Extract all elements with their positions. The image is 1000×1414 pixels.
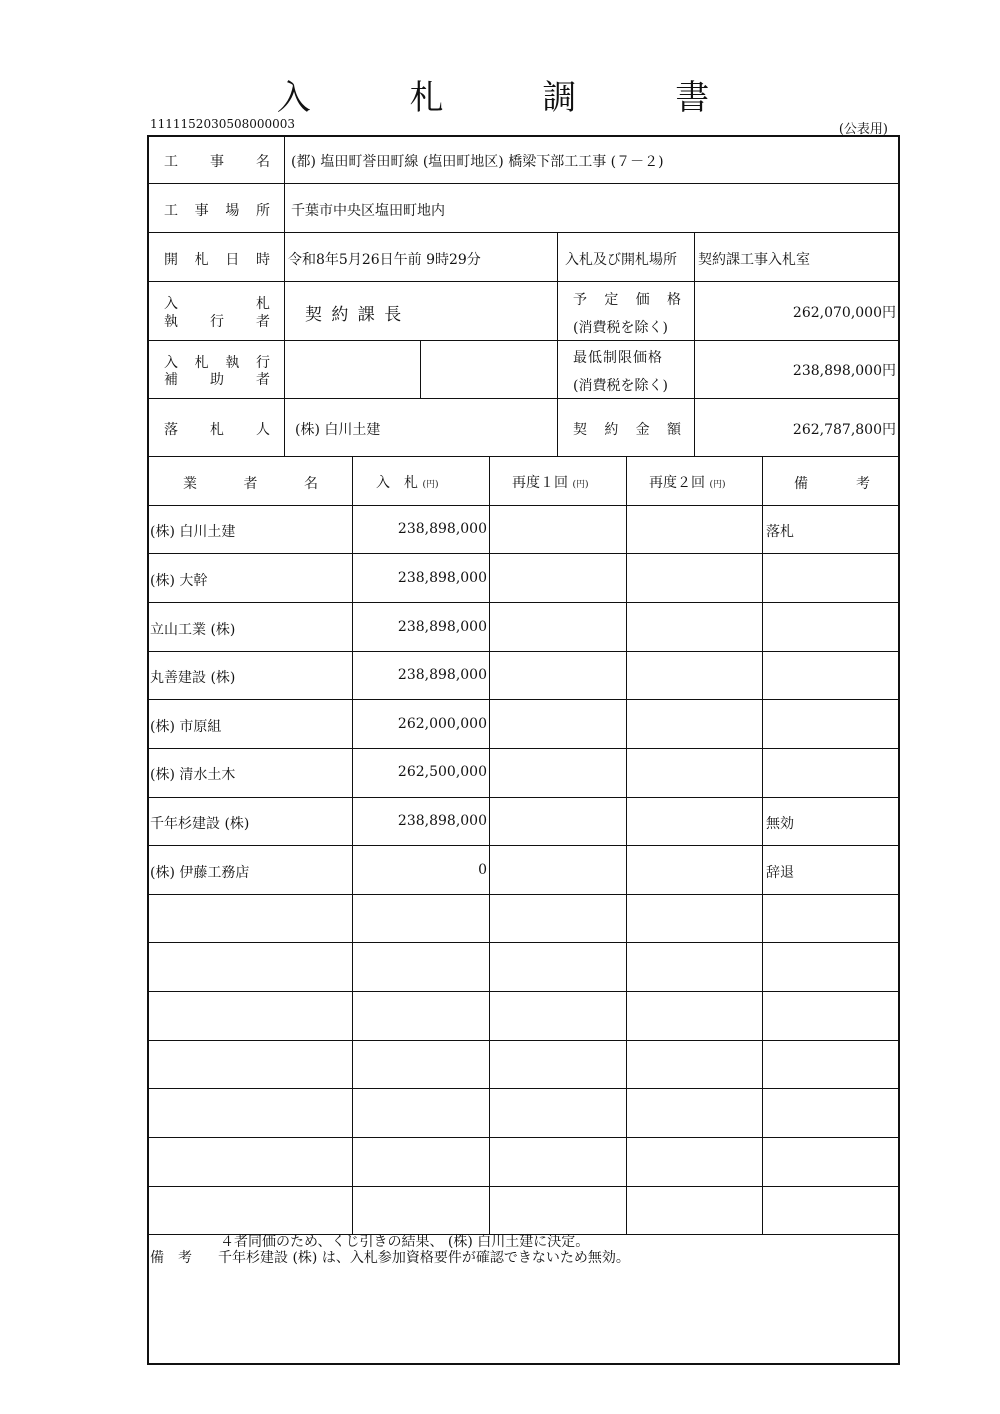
- rule: [557, 232, 558, 456]
- rule: [284, 135, 285, 456]
- public-label: (公表用): [838, 122, 888, 137]
- bid-amount: 238,898,000: [397, 521, 487, 537]
- min-price: 238,898,000円: [792, 363, 896, 379]
- row-note: 無効: [766, 816, 794, 832]
- min-price-note: (消費税を除く): [573, 378, 668, 394]
- company-name: (株) 清水土木: [150, 767, 236, 783]
- col-rebid2-header: 再度２回 (円): [649, 475, 726, 491]
- open-date: 令和8年5月26日午前 9時29分: [288, 252, 481, 268]
- bid-place-label: 入札及び開札場所: [565, 252, 677, 268]
- winner-label: 落 札 人: [164, 422, 270, 438]
- bid-amount: 262,500,000: [397, 764, 487, 780]
- remarks-line-2: 備 考 千年杉建設 (株) は、入札参加資格要件が確認できないため無効。: [150, 1250, 630, 1266]
- rule: [147, 1088, 900, 1089]
- rule: [147, 505, 900, 506]
- col-rebid1-header: 再度１回 (円): [512, 475, 589, 491]
- rule: [147, 1137, 900, 1138]
- rule: [147, 602, 900, 603]
- document-title: 入 札 調 書: [276, 78, 754, 118]
- col-bid-header: 入 札 (円): [376, 475, 439, 491]
- bid-amount: 238,898,000: [397, 619, 487, 635]
- planned-price: 262,070,000円: [792, 305, 896, 321]
- assistant-label-1: 入 札 執 行: [164, 355, 270, 371]
- company-name: 千年杉建設 (株): [150, 816, 250, 832]
- bid-amount: 262,000,000: [397, 716, 487, 732]
- bid-place: 契約課工事入札室: [698, 252, 810, 268]
- remarks-label: 備 考: [150, 1250, 192, 1266]
- company-name: (株) 大幹: [150, 573, 208, 589]
- rule: [147, 456, 900, 457]
- min-price-label: 最低制限価格: [573, 350, 663, 366]
- rule: [147, 340, 900, 341]
- remarks-line-1: ４者同価のため、くじ引きの結果、 (株) 白川土建に決定。: [220, 1234, 590, 1250]
- open-date-label: 開 札 日 時: [164, 252, 270, 268]
- bid-amount: 238,898,000: [397, 813, 487, 829]
- company-name: (株) 市原組: [150, 719, 222, 735]
- rule: [694, 232, 695, 456]
- work-place-label: 工 事 場 所: [164, 203, 270, 219]
- assistant-label-2: 補 助 者: [164, 372, 270, 388]
- rule: [147, 1040, 900, 1041]
- bid-amount: 238,898,000: [397, 570, 487, 586]
- bid-amount: 238,898,000: [397, 667, 487, 683]
- executor-label-2: 執 行 者: [164, 314, 270, 330]
- rule: [147, 991, 900, 992]
- rule: [147, 1186, 900, 1187]
- winner: (株) 白川土建: [295, 422, 381, 438]
- planned-price-label: 予 定 価 格: [573, 292, 681, 308]
- rule: [420, 340, 421, 398]
- work-name: (都) 塩田町誉田町線 (塩田町地区) 橋梁下部工工事 (７－２): [291, 154, 664, 170]
- rule: [352, 456, 353, 1234]
- rule: [626, 456, 627, 1234]
- company-name: 立山工業 (株): [150, 622, 236, 638]
- rule: [147, 553, 900, 554]
- rule: [147, 281, 900, 282]
- rule: [147, 232, 900, 233]
- work-place: 千葉市中央区塩田町地内: [291, 203, 445, 219]
- executor-label-1: 入 札: [164, 296, 270, 312]
- rule: [147, 845, 900, 846]
- row-note: 辞退: [766, 865, 794, 881]
- work-name-label: 工 事 名: [164, 154, 270, 170]
- rule: [147, 398, 900, 399]
- planned-price-note: (消費税を除く): [573, 320, 668, 336]
- rule: [147, 183, 900, 184]
- rule: [762, 456, 763, 1234]
- company-name: 丸善建設 (株): [150, 670, 236, 686]
- col-note-header: 備 考: [794, 476, 870, 492]
- remarks-block: [150, 1234, 630, 1266]
- rule: [147, 748, 900, 749]
- executor: 契 約 課 長: [305, 305, 404, 325]
- rule: [147, 651, 900, 652]
- bid-amount: 0: [478, 862, 487, 878]
- rule: [147, 942, 900, 943]
- company-name: (株) 白川土建: [150, 524, 236, 540]
- contract-amount-label: 契 約 金 額: [573, 422, 681, 438]
- company-name: (株) 伊藤工務店: [150, 865, 250, 881]
- rule: [489, 456, 490, 1234]
- rule: [147, 894, 900, 895]
- row-note: 落札: [766, 524, 794, 540]
- document-number: 1111152030508000003: [150, 117, 296, 131]
- rule: [147, 797, 900, 798]
- col-company-header: 業 者 名: [183, 476, 318, 492]
- rule: [147, 699, 900, 700]
- contract-amount: 262,787,800円: [792, 422, 896, 438]
